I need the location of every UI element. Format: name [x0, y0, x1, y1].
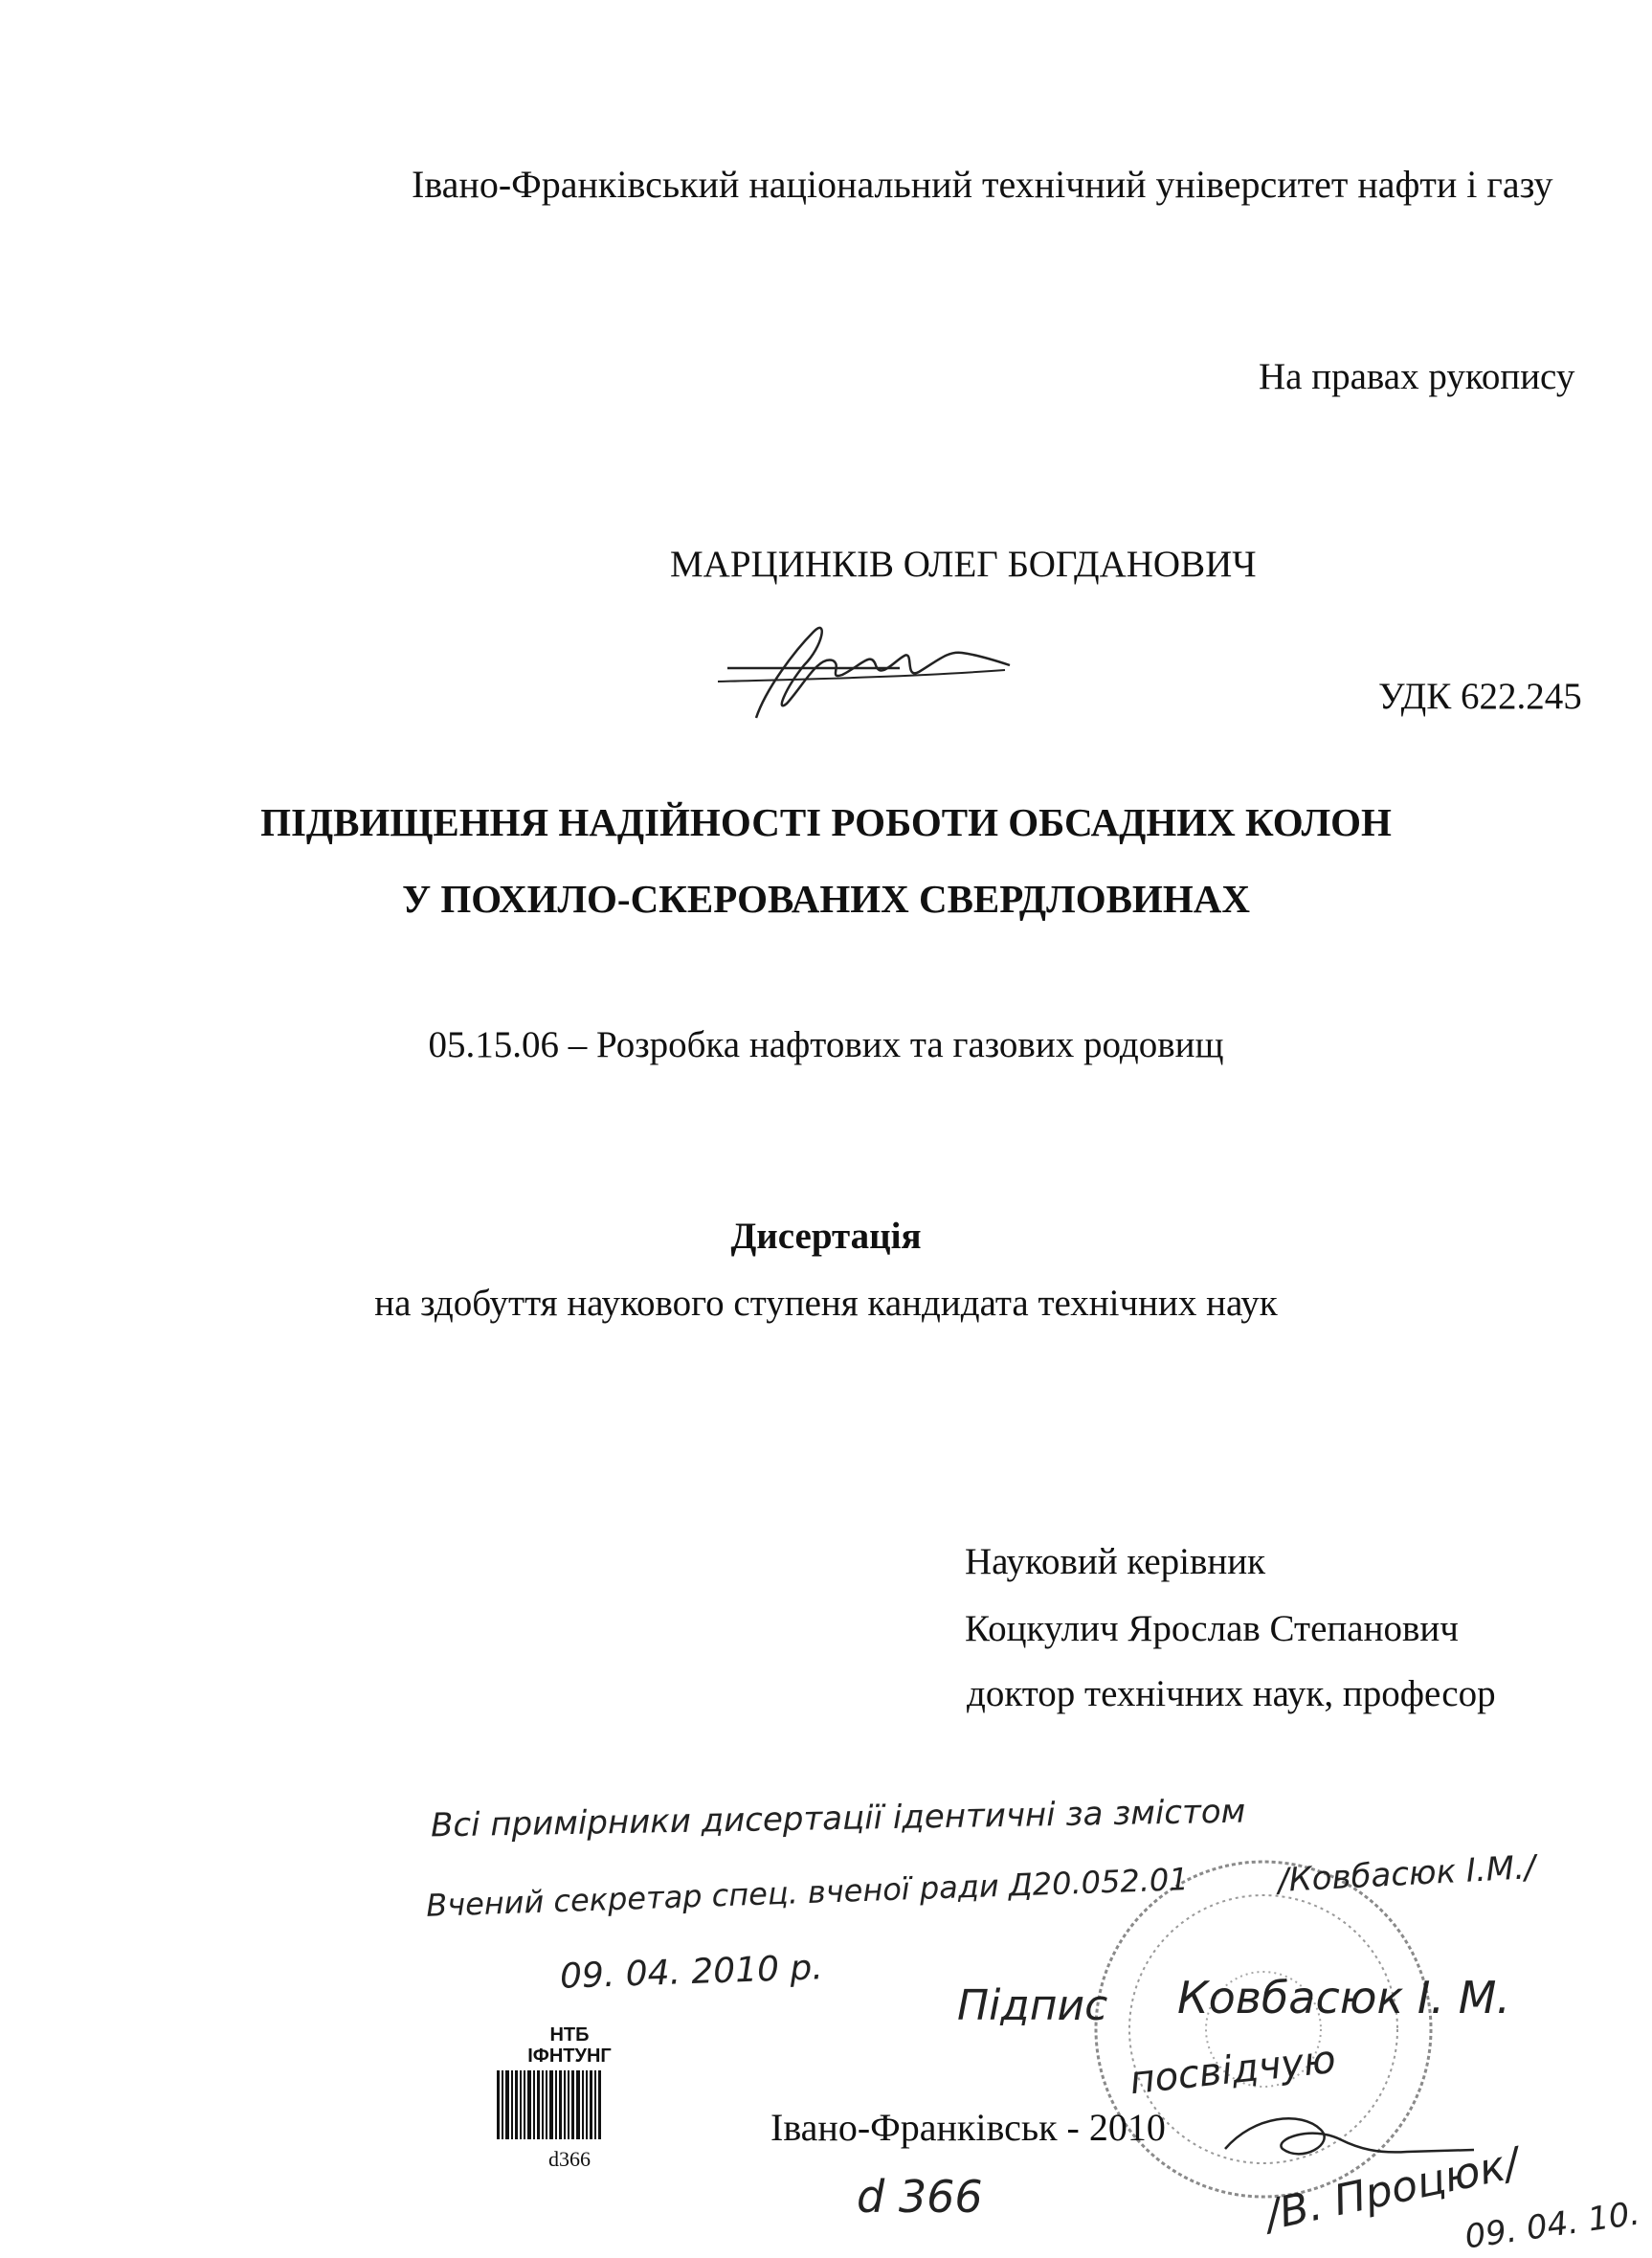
handwritten-shelf-code: d 366: [857, 2171, 983, 2223]
library-stamp: [493, 2024, 646, 2172]
handwritten-official-name: /В. Процюк/: [1261, 2138, 1524, 2241]
city-year: Івано-Франківськ - 2010: [770, 2106, 1166, 2149]
handwritten-secretary-note: Вчений секретар спец. вченої ради Д20.052.01: [425, 1861, 1190, 1924]
handwritten-certify: посвідчую: [1127, 2037, 1338, 2104]
library-stamp-line2: ІФНТУНГ: [527, 2046, 612, 2067]
author-signature: [708, 613, 1034, 737]
supervisor-role: Науковий керівник: [965, 1541, 1266, 1582]
handwritten-signature-note: Підпис: [957, 1981, 1108, 2030]
supervisor-degree: доктор технічних наук, професор: [967, 1673, 1496, 1714]
library-stamp-line1: НТБ: [549, 2024, 590, 2046]
dissertation-title-line2: У ПОХИЛО-СКЕРОВАНИХ СВЕРДЛОВИНАХ: [402, 877, 1250, 921]
work-type-purpose: на здобуття наукового ступеня кандидата технічних наук: [374, 1283, 1278, 1324]
supervisor-name: Коцкулич Ярослав Степанович: [965, 1608, 1459, 1649]
handwritten-secretary-name: /Ковбасюк І.М./: [1277, 1847, 1537, 1901]
dissertation-title-line1: ПІДВИЩЕННЯ НАДІЙНОСТІ РОБОТИ ОБСАДНИХ КОЛОН: [260, 800, 1392, 844]
work-type-label: Дисертація: [730, 1216, 922, 1257]
university-name: Івано-Франківський національний технічний університет нафти і газу: [412, 163, 1553, 206]
udc-code: УДК 622.245: [1378, 676, 1582, 717]
manuscript-note: На правах рукопису: [1259, 356, 1575, 397]
author-name: МАРЦИНКІВ ОЛЕГ БОГДАНОВИЧ: [670, 544, 1257, 585]
library-barcode: [497, 2070, 646, 2139]
handwritten-identity-note: Всі примірники дисертації ідентичні за змістом: [430, 1792, 1246, 1845]
handwritten-date-1: 09. 04. 2010 р.: [559, 1948, 824, 1997]
handwritten-signature-name: Ковбасюк І. М.: [1177, 1972, 1511, 2023]
library-stamp-code: d366: [548, 2147, 591, 2171]
handwritten-date-2: 09. 04. 10.: [1462, 2194, 1642, 2257]
specialty: 05.15.06 – Розробка нафтових та газових родовищ: [428, 1024, 1224, 1065]
